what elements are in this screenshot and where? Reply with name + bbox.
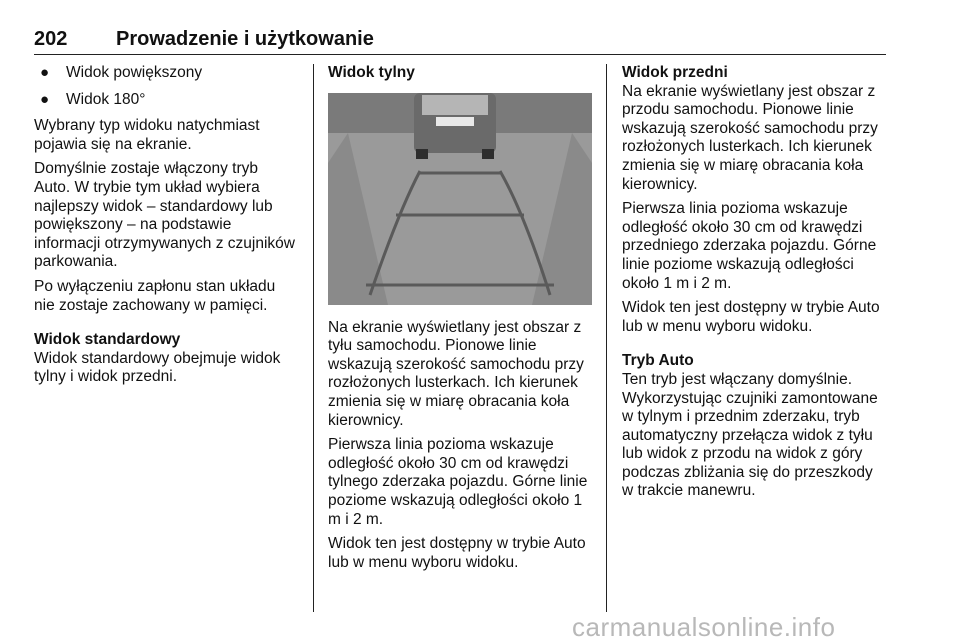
column-divider-left (313, 64, 314, 612)
list-item: ● Widok powiększony (40, 64, 203, 81)
section-heading-standard-view: Widok standardowy (34, 331, 181, 349)
paragraph: Wybrany typ widoku natychmiast pojawia się na ekranie. (34, 117, 260, 153)
paragraph: Domyślnie zostaje włączony tryb Auto. W trybie tym układ wybiera najlepszy widok – standardowy lub powiększony – na podstawie informacji otrzymywanych z czujników parkowania. (34, 160, 295, 271)
column-left (34, 64, 296, 393)
watermark-logo: carmanualsonline.info (572, 612, 836, 642)
paragraph: Po wyłączeniu zapłonu stan układu nie zostaje zachowany w pamięci. (34, 277, 276, 314)
bullet-icon: ● (40, 90, 50, 108)
view-options-list (34, 64, 296, 109)
paragraph: Na ekranie wyświetlany jest obszar z tyłu samochodu. Pionowe linie wskazują szerokość samochodu przy rozłożonych lusterkach. Ich kierunek zmienia się w miarę obracania koła kierownicy. (328, 318, 584, 429)
paragraph: Widok ten jest dostępny w trybie Auto lub w menu wyboru widoku. (328, 535, 586, 571)
column-divider-right (606, 64, 607, 612)
page-number: 202 (34, 28, 68, 50)
section-heading-front-view: Widok przedni (622, 64, 728, 81)
section-heading-auto-mode: Tryb Auto (622, 352, 694, 370)
page-header (34, 28, 886, 55)
paragraph: Widok ten jest dostępny w trybie Auto lub w menu wyboru widoku. (622, 299, 880, 335)
paragraph: Pierwsza linia pozioma wskazuje odległość około 30 cm od krawędzi tylnego zderzaka pojazdu. Górne linie poziome wskazują odległości około 1 m i 2 m. (328, 436, 588, 528)
list-item: ● Widok 180° (40, 90, 146, 108)
page-title: Prowadzenie i użytkowanie (116, 28, 374, 50)
paragraph: Widok standardowy obejmuje widok tylny i widok przedni. (34, 349, 281, 386)
paragraph: Ten tryb jest włączany domyślnie. Wykorzystując czujniki zamontowane w tylnym i przednim zderzaku, tryb automatyczny przełącza widok z tyłu lub widok z przodu na widok z góry podczas zbliżania się do przeszkody w trakcie manewru. (622, 370, 878, 500)
paragraph: Na ekranie wyświetlany jest obszar z przodu samochodu. Pionowe linie wskazują szerokość samochodu przy rozłożonych lusterkach. Ich kierunek zmienia się w miarę obracania koła kierownicy. (622, 82, 878, 193)
rear-camera-image (328, 93, 592, 305)
column-right (622, 64, 888, 507)
paragraph: Pierwsza linia pozioma wskazuje odległość około 30 cm od krawędzi przedniego zderzaka pojazdu. Górne linie poziome wskazują odległości około 1 m i 2 m. (622, 200, 877, 292)
rear-camera-illustration (328, 93, 592, 305)
column-middle (328, 64, 592, 578)
section-heading-rear-view: Widok tylny (328, 64, 415, 81)
bullet-icon: ● (40, 64, 50, 81)
